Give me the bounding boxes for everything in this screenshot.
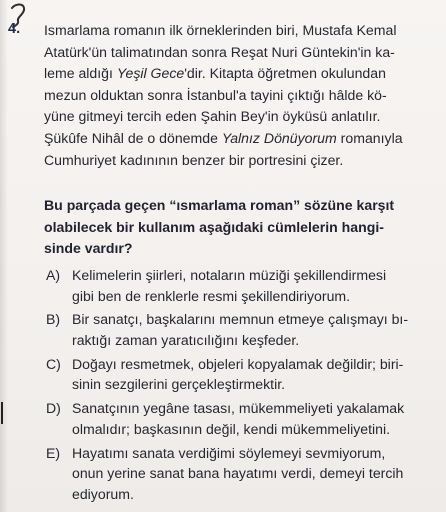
stem-line: sinde vardır? (44, 240, 133, 257)
option-text-line: olmalıdır; başkasının değil, kendi mükemmeliyetini. (72, 420, 391, 437)
margin-mark (1, 402, 3, 424)
passage-text: Cumhuriyet kadınının benzer bir portresini çizer. (44, 151, 344, 168)
answer-option-b[interactable] (46, 309, 440, 350)
passage-text: mezun olduktan sonra İstanbul'a tayini çıktığı hâlde kö- (44, 86, 387, 103)
option-letter: D) (46, 400, 61, 417)
option-text-line: Sanatçının yegâne tasası, mükemmeliyeti yakalamak (72, 400, 405, 417)
option-letter: A) (46, 267, 61, 283)
option-text-line: Doğayı resmetmek, objeleri kopyalamak değildir; biri- (72, 355, 404, 372)
option-text-line: gibi ben de renklerle resmi şekillendiriyorum. (72, 287, 351, 304)
passage-line (44, 63, 440, 85)
passage-text: 'dir. Kitapta öğretmen okulundan (184, 65, 386, 82)
question-passage (44, 20, 440, 171)
answer-option-d[interactable] (46, 398, 440, 439)
option-text-line: sinin sezgilerini gerçekleştirmektir. (72, 376, 286, 393)
option-text-line: Bir sanatçı, başkalarını memnun etmeye çalışmayı bı- (72, 311, 409, 328)
option-text-line: Kelimelerin şiirleri, notaların müziği şekillendirmesi (72, 267, 387, 283)
option-text-line: onun yerine sanat bana hayatımı verdi, demeyi tercih (72, 465, 404, 482)
question-number: 4. (8, 21, 21, 37)
passage-italic-title: Yeşil Gece (116, 65, 185, 82)
option-letter: E) (46, 444, 61, 461)
option-text-line: Hayatımı sanata verdiğimi söylemeyi sevmiyorum, (72, 444, 386, 461)
passage-text: Şükûfe Nihâl de o dönemde (44, 129, 222, 146)
stem-line: olabilecek bir kullanım aşağıdaki cümlelerin hangi- (44, 218, 384, 235)
passage-line (44, 106, 440, 128)
option-text-line: ediyorum. (72, 485, 134, 502)
passage-italic-title: Yalnız Dönüyorum (221, 129, 337, 146)
passage-line (44, 20, 440, 42)
answer-options (46, 265, 440, 507)
passage-text: yüne gitmeyi tercih eden Şahin Bey'in öyküsü anlatılır. (44, 108, 381, 125)
question-stem (44, 195, 440, 260)
passage-text: Atatürk'ün talimatından sonra Reşat Nuri Güntekin'in ka- (44, 43, 395, 60)
answer-option-a[interactable] (46, 265, 440, 306)
option-text-line: raktığı zaman yaratıcılığını keşfeder. (72, 331, 300, 348)
passage-line (44, 128, 440, 150)
answer-option-e[interactable] (46, 443, 440, 505)
passage-text: romanıyla (336, 129, 403, 146)
passage-text: leme aldığı (44, 65, 117, 82)
option-letter: C) (46, 355, 61, 372)
option-letter: B) (46, 311, 61, 328)
stem-line: Bu parçada geçen “ısmarlama roman” sözüne karşıt (44, 197, 395, 213)
passage-line (44, 85, 440, 107)
page-fold-shadow (0, 0, 8, 512)
answer-option-c[interactable] (46, 354, 440, 395)
passage-line (44, 42, 440, 64)
passage-line (44, 150, 440, 172)
passage-text: Ismarlama romanın ilk örneklerinden biri, Mustafa Kemal (44, 22, 397, 38)
